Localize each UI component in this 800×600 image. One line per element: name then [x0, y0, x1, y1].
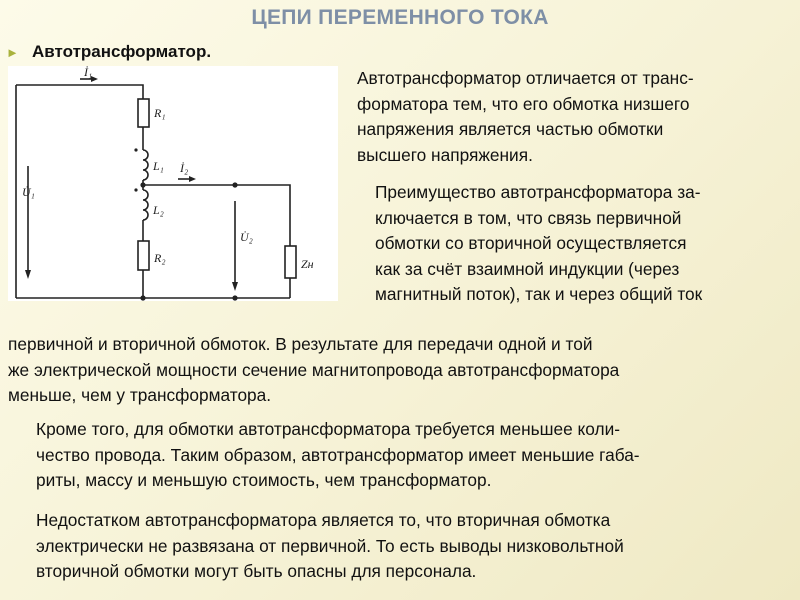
bullet-arrow-icon: ►	[6, 44, 19, 60]
label-u1: U̇₁	[22, 185, 35, 199]
resistor-r1	[138, 99, 149, 127]
inductor-l2	[143, 190, 148, 220]
subtitle: Автотрансформатор.	[32, 42, 212, 61]
label-r1: R₁	[154, 106, 166, 120]
slide-title: ЦЕПИ ПЕРЕМЕННОГО ТОКА	[251, 6, 549, 29]
inductor-l1	[143, 150, 148, 180]
paragraph-disadvantage	[8, 508, 792, 585]
text-line: чество провода. Таким образом, автотрансформатор имеет меньшие габа-	[36, 444, 640, 465]
label-u2: U̇₂	[240, 230, 253, 244]
text-line: форматора тем, что его обмотка низшего	[357, 93, 690, 114]
label-i1: İ₁	[84, 66, 93, 79]
text-line: как за счёт взаимной индукции (через	[375, 258, 680, 279]
text-line: первичной и вторичной обмоток. В результате для передачи одной и той	[8, 334, 593, 354]
circuit-svg	[8, 66, 338, 301]
label-r2: R₂	[154, 251, 166, 265]
text-line: ключается в том, что связь первичной	[375, 207, 682, 228]
load-zn	[285, 246, 296, 278]
wire-tap	[143, 185, 290, 246]
text-line: риты, массу и меньшую стоимость, чем трансформатор.	[36, 470, 492, 490]
dot-l2	[134, 188, 137, 191]
text-line: высшего напряжения.	[357, 144, 533, 165]
paragraph-advantage-continued	[8, 332, 792, 409]
text-line: магнитный поток), так и через общий ток	[375, 284, 703, 304]
text-line: электрически не развязана от первичной. То есть выводы низковольтной	[36, 535, 624, 556]
paragraph-wire-savings	[8, 417, 792, 494]
text-line: обмотки со вторичной осуществляется	[375, 233, 687, 253]
text-line: же электрической мощности сечение магнитопровода автотрансформатора	[8, 359, 620, 380]
dot-l1	[134, 148, 137, 151]
text-line: меньше, чем у трансформатора.	[8, 385, 272, 405]
junction-bottom-right	[232, 295, 237, 300]
junction-bottom	[140, 295, 145, 300]
text-line: напряжения является частью обмотки	[357, 119, 664, 139]
label-i2: İ₂	[180, 161, 189, 175]
wire-top	[16, 85, 143, 99]
subtitle-row	[6, 42, 211, 62]
text-line: Преимущество автотрансформатора за-	[375, 182, 701, 202]
text-line: Кроме того, для обмотки автотрансформатора требуется меньшее коли-	[36, 419, 621, 439]
text-line: Недостатком автотрансформатора является то, что вторичная обмотка	[36, 510, 611, 530]
circuit-diagram	[8, 66, 338, 301]
junction-right	[232, 182, 237, 187]
junction-tap	[140, 182, 145, 187]
label-l2: L₂	[153, 203, 164, 217]
text-line: вторичной обмотки могут быть опасны для персонала.	[36, 561, 477, 581]
paragraph-advantage	[357, 180, 787, 308]
label-zn: Zн	[301, 257, 314, 271]
text-line: Автотрансформатор отличается от транс-	[357, 68, 694, 88]
paragraph-definition	[357, 66, 787, 168]
resistor-r2	[138, 241, 149, 270]
label-l1: L₁	[153, 159, 164, 173]
